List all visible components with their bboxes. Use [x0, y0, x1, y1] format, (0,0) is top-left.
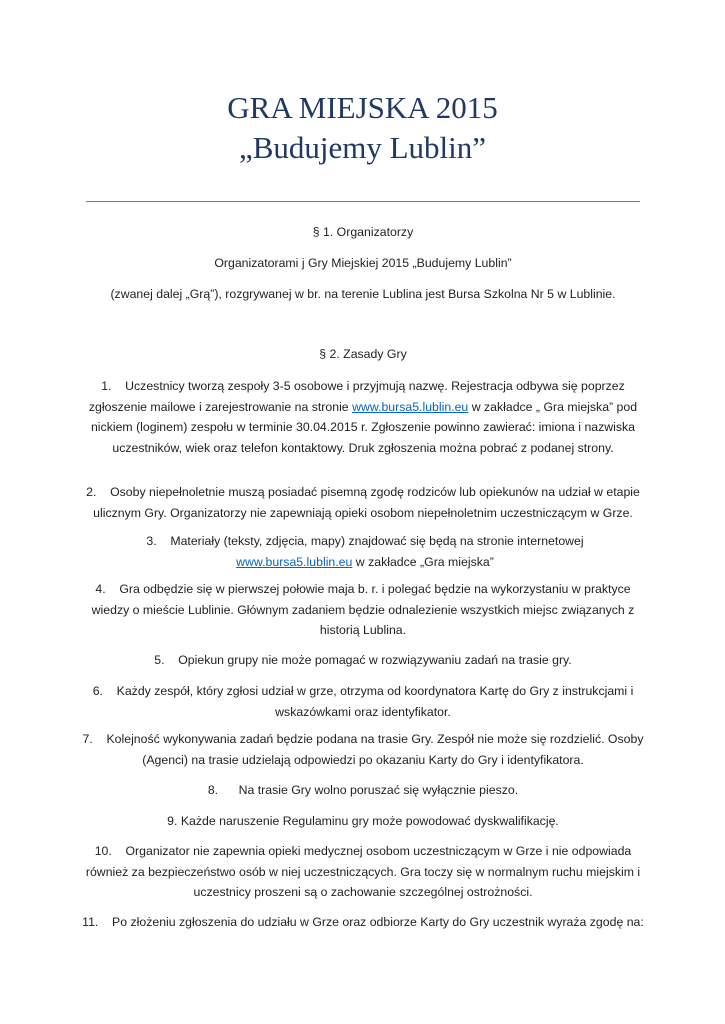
rule-item-2-number: 2.	[86, 485, 97, 499]
rule-item-11-text	[78, 912, 648, 933]
section-1-heading	[78, 222, 648, 243]
rule-item-3-text	[140, 531, 590, 572]
section-1-line-1	[78, 253, 648, 274]
rule-item-7-body: Kolejność wykonywania zadań będzie podana na trasie Gry. Zespół nie może się rozdzielić. Osoby (Agenci) na trasie udzielają odpowiedzi po okazaniu Karty do Gry i identyfikatora.	[106, 732, 644, 767]
title-divider	[86, 201, 640, 202]
rule-item-7-text	[78, 729, 648, 770]
rule-item-4-number: 4.	[95, 582, 106, 596]
rule-item-3-text-b: w zakładce „Gra miejska”	[355, 554, 494, 569]
rule-item-6-number: 6.	[92, 684, 103, 698]
rule-item-8-number: 8.	[207, 783, 219, 797]
rule-item-11-number: 11.	[82, 915, 99, 929]
rule-item-8-text	[78, 780, 648, 801]
rule-item-8	[78, 780, 648, 801]
rule-item-2-text	[82, 482, 644, 523]
rule-item-1	[78, 376, 648, 458]
rule-item-11	[78, 912, 648, 933]
document-title	[0, 88, 725, 168]
rule-item-9-body: Każde naruszenie Regulaminu gry może powodować dyskwalifikację.	[180, 814, 559, 828]
rule-item-8-body: Na trasie Gry wolno poruszać się wyłącznie pieszo.	[238, 783, 519, 797]
rule-item-10-number: 10.	[94, 844, 112, 858]
rule-item-5-text	[78, 650, 648, 671]
rule-item-9-text	[78, 811, 648, 832]
rule-item-10-body: Organizator nie zapewnia opieki medycznej osobom uczestniczącym w Grze i nie odpowiada również za bezpieczeństwo osób w niej uczestniczących. Gra toczy się w normalnym ruchu miejskim i uczestnicy proszeni są o zachowanie szczególnej ostrożności.	[85, 844, 641, 899]
rule-item-5-number: 5.	[154, 653, 165, 667]
rule-item-1-text-a: Uczestnicy tworzą zespoły 3-5 osobowe i przyjmują nazwę. Rejestracja odbywa się poprzez zgłoszenie mailowe i zarejestrowanie na stronie	[88, 379, 625, 414]
rule-item-7	[78, 729, 648, 770]
rule-item-4-text	[82, 579, 644, 641]
rule-item-2	[82, 482, 644, 523]
section-1-line-2	[78, 284, 648, 305]
rule-item-9	[78, 811, 648, 832]
rule-item-10-text	[82, 841, 644, 903]
rule-item-6	[90, 681, 636, 722]
rule-item-1-text	[78, 376, 648, 458]
section-2-heading	[78, 344, 648, 365]
rule-item-2-body: Osoby niepełnoletnie muszą posiadać pisemną zgodę rodziców lub opiekunów na udział w etapie ulicznym Gry. Organizatorzy nie zapewniają opieki osobom niepełnoletnim uczestniczącym w Grze.	[93, 485, 640, 520]
rule-item-1-number: 1.	[101, 379, 112, 393]
rule-item-3-text-a: Materiały (teksty, zdjęcia, mapy) znajdować się będą na stronie internetowej	[170, 534, 584, 548]
rule-item-6-body: Każdy zespół, który zgłosi udział w grze, otrzyma od koordynatora Kartę do Gry z instrukcjami i wskazówkami oraz identyfikator.	[116, 684, 634, 719]
section-2-heading-text: § 2. Zasady Gry	[319, 347, 407, 361]
rule-item-4-body: Gra odbędzie się w pierwszej połowie maja b. r. i polegać będzie na wykorzystaniu w praktyce wiedzy o mieście Lublinie. Głównym zadaniem będzie odnalezienie wszystkich miejsc związanych z historią Lublina.	[91, 582, 635, 637]
rule-item-9-number: 9.	[167, 814, 178, 828]
rule-item-11-body: Po złożeniu zgłoszenia do udziału w Grze oraz odbiorze Karty do Gry uczestnik wyraża zgodę na:	[112, 915, 644, 929]
section-1-line-1-text: Organizatorami j Gry Miejskiej 2015 „Budujemy Lublin”	[214, 256, 512, 270]
rule-item-3	[140, 531, 590, 572]
title-line-1: GRA MIEJSKA 2015	[227, 90, 498, 125]
bursa5-link[interactable]: www.bursa5.lublin.eu	[352, 399, 469, 414]
rule-item-6-text	[90, 681, 636, 722]
rule-item-3-number: 3.	[146, 534, 157, 548]
rule-item-7-number: 7.	[82, 732, 93, 746]
section-1-line-2-text: (zwanej dalej „Grą”), rozgrywanej w br. na terenie Lublina jest Bursa Szkolna Nr 5 w Lublinie.	[110, 287, 616, 301]
rule-item-5	[78, 650, 648, 671]
section-1-heading-text: § 1. Organizatorzy	[312, 225, 414, 239]
rule-item-5-body: Opiekun grupy nie może pomagać w rozwiązywaniu zadań na trasie gry.	[178, 653, 572, 667]
rule-item-10	[82, 841, 644, 903]
rule-item-4	[82, 579, 644, 641]
bursa5-link-2[interactable]: www.bursa5.lublin.eu	[236, 554, 353, 569]
rule-item-1-text-b: w zakładce „ Gra miejska” pod nickiem (loginem) zespołu w terminie 30.04.2015 r. Zgłoszenie powinno zawierać: imiona i nazwiska uczestników, wiek oraz telefon kontaktowy. Druk zgłoszenia można pobrać z podanej strony.	[90, 399, 638, 455]
title-line-2: „Budujemy Lublin”	[238, 130, 487, 165]
